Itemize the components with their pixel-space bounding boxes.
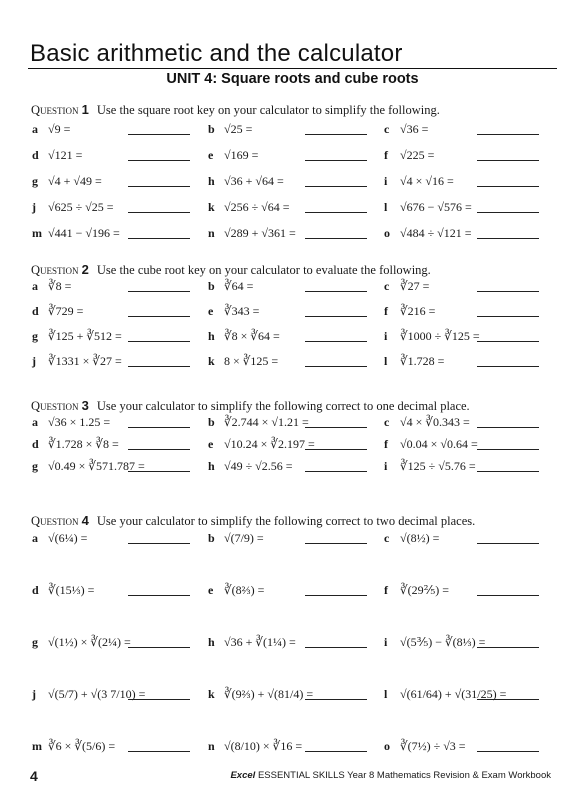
item-expression: √0.49 × ∛571.787 = [48,459,145,473]
item-expression: ∛216 = [400,304,436,318]
item-expression: √36 + ∛(1¼) = [224,635,296,649]
item-letter: f [384,304,388,318]
item-letter: a [32,531,38,545]
answer-line[interactable] [477,186,539,187]
item-letter: c [384,279,390,293]
footer-title: ESSENTIAL SKILLS Year 8 Mathematics Revision & Exam Workbook [257,770,551,781]
answer-line[interactable] [477,647,539,648]
item-expression: √289 + √361 = [224,226,296,240]
item-expression: √484 ÷ √121 = [400,226,472,240]
item-expression: √(5⅗) − ∛(8⅓) = [400,635,486,649]
question-word: Question [31,514,79,528]
item-letter: b [208,415,215,429]
item-expression: ∛27 = [400,279,430,293]
answer-line[interactable] [477,427,539,428]
answer-line[interactable] [477,238,539,239]
item-letter: h [208,635,215,649]
answer-line[interactable] [128,595,190,596]
answer-line[interactable] [128,366,190,367]
answer-line[interactable] [128,427,190,428]
item-letter: e [208,437,214,451]
item-letter: i [384,174,388,188]
item-expression: ∛2.744 × √1.21 = [224,415,309,429]
item-expression: ∛125 + ∛512 = [48,329,122,343]
item-letter: d [32,583,39,597]
answer-line[interactable] [477,212,539,213]
question-heading [31,262,431,278]
item-letter: f [384,148,388,162]
answer-line[interactable] [305,134,367,135]
answer-line[interactable] [305,316,367,317]
item-letter: c [384,122,390,136]
item-letter: j [32,687,36,701]
question-heading [31,398,470,414]
item-letter: g [32,635,38,649]
answer-line[interactable] [477,366,539,367]
item-letter: e [208,583,214,597]
item-letter: i [384,329,388,343]
item-expression: ∛1331 × ∛27 = [48,354,122,368]
question-word: Question [31,103,79,117]
title-rule [28,68,557,69]
answer-line[interactable] [305,341,367,342]
answer-line[interactable] [305,212,367,213]
item-expression: ∛6 × ∛(5/6) = [48,739,116,753]
item-expression: √25 = [224,122,253,136]
answer-line[interactable] [305,366,367,367]
item-letter: f [384,583,388,597]
question-number: 2 [81,262,89,277]
answer-line[interactable] [128,291,190,292]
answer-line[interactable] [128,647,190,648]
unit-title: UNIT 4: Square roots and cube roots [166,71,419,87]
item-letter: e [208,304,214,318]
item-expression: ∛729 = [48,304,84,318]
answer-line[interactable] [128,341,190,342]
item-letter: b [208,279,215,293]
answer-line[interactable] [477,316,539,317]
item-expression: √10.24 × ∛2.197 = [224,437,315,451]
item-letter: n [208,739,215,753]
item-expression: √49 ÷ √2.56 = [224,459,293,473]
item-letter: o [384,226,390,240]
chapter-title: Basic arithmetic and the calculator [30,40,403,67]
item-letter: g [32,174,38,188]
answer-line[interactable] [128,212,190,213]
page-number: 4 [30,768,38,784]
item-letter: h [208,329,215,343]
answer-line[interactable] [128,316,190,317]
question-number: 1 [81,102,89,117]
answer-line[interactable] [305,449,367,450]
answer-line[interactable] [477,471,539,472]
question-heading [31,513,475,529]
item-expression: √256 ÷ √64 = [224,200,290,214]
item-expression: ∛1.728 × ∛8 = [48,437,119,451]
item-letter: d [32,304,39,318]
answer-line[interactable] [305,543,367,544]
question-word: Question [31,263,79,277]
item-expression: √169 = [224,148,259,162]
item-letter: l [384,200,388,214]
question-instruction: Use the cube root key on your calculator to evaluate the following. [96,263,431,277]
item-expression: √(61/64) + √(31/25) = [400,687,507,701]
answer-line[interactable] [305,291,367,292]
question-instruction: Use your calculator to simplify the following correct to one decimal place. [96,399,470,413]
item-expression: √36 = [400,122,429,136]
answer-line[interactable] [128,471,190,472]
answer-line[interactable] [128,543,190,544]
item-expression: ∛64 = [224,279,254,293]
question-heading [31,102,440,118]
answer-line[interactable] [305,160,367,161]
item-letter: k [208,200,215,214]
answer-line[interactable] [305,186,367,187]
item-letter: k [208,354,215,368]
answer-line[interactable] [128,449,190,450]
item-expression: √9 = [48,122,71,136]
item-letter: j [32,354,36,368]
item-expression: √676 − √576 = [400,200,472,214]
item-expression: 8 × ∛125 = [224,354,279,368]
item-expression: ∛(29⅖) = [400,583,450,597]
item-expression: √(1½) × ∛(2¼) = [48,635,131,649]
item-letter: o [384,739,390,753]
answer-line[interactable] [477,291,539,292]
answer-line[interactable] [477,751,539,752]
item-letter: a [32,279,38,293]
item-letter: h [208,459,215,473]
item-letter: c [384,531,390,545]
item-expression: ∛1000 ÷ ∛125 = [400,329,480,343]
item-expression: ∛8 × ∛64 = [224,329,280,343]
item-expression: √121 = [48,148,83,162]
answer-line[interactable] [305,699,367,700]
item-expression: √0.04 × √0.64 = [400,437,478,451]
answer-line[interactable] [477,134,539,135]
item-expression: ∛1.728 = [400,354,445,368]
item-expression: √4 × √16 = [400,174,454,188]
item-expression: ∛8 = [48,279,72,293]
item-expression: √(5/7) + √(3 7/10) = [48,687,146,701]
footer-text [230,770,551,781]
item-letter: c [384,415,390,429]
item-expression: √(8/10) × ∛16 = [224,739,303,753]
item-expression: √36 + √64 = [224,174,284,188]
item-letter: f [384,437,388,451]
question-number: 4 [81,513,89,528]
item-letter: k [208,687,215,701]
answer-line[interactable] [477,595,539,596]
item-letter: g [32,459,38,473]
answer-line[interactable] [305,595,367,596]
answer-line[interactable] [128,238,190,239]
answer-line[interactable] [477,699,539,700]
item-expression: √36 × 1.25 = [48,415,111,429]
answer-line[interactable] [305,751,367,752]
item-expression: √4 × ∛0.343 = [400,415,470,429]
question-instruction: Use the square root key on your calculator to simplify the following. [96,103,440,117]
question-number: 3 [81,398,89,413]
answer-line[interactable] [128,134,190,135]
item-expression: √625 ÷ √25 = [48,200,114,214]
item-letter: a [32,415,38,429]
item-expression: ∛(7½) ÷ √3 = [400,739,466,753]
answer-line[interactable] [305,427,367,428]
item-expression: ∛(9⅔) + √(81/4) = [224,687,314,701]
item-letter: i [384,635,388,649]
item-letter: i [384,459,388,473]
answer-line[interactable] [477,449,539,450]
answer-line[interactable] [477,543,539,544]
item-letter: e [208,148,214,162]
item-letter: h [208,174,215,188]
item-letter: b [208,122,215,136]
item-letter: m [32,226,42,240]
footer-brand: Excel [230,770,256,781]
item-letter: m [32,739,42,753]
item-expression: √(6¼) = [48,531,88,545]
item-letter: g [32,329,38,343]
item-letter: l [384,687,388,701]
question-instruction: Use your calculator to simplify the following correct to two decimal places. [96,514,476,528]
answer-line[interactable] [477,160,539,161]
item-letter: d [32,148,39,162]
item-letter: b [208,531,215,545]
answer-line[interactable] [305,647,367,648]
item-expression: ∛(15⅓) = [48,583,95,597]
item-letter: l [384,354,388,368]
item-expression: ∛(8⅔) = [224,583,265,597]
item-expression: √441 − √196 = [48,226,120,240]
item-expression: √225 = [400,148,435,162]
item-expression: ∛343 = [224,304,260,318]
item-expression: √4 + √49 = [48,174,102,188]
answer-line[interactable] [128,186,190,187]
answer-line[interactable] [128,751,190,752]
answer-line[interactable] [128,699,190,700]
question-word: Question [31,399,79,413]
answer-line[interactable] [477,341,539,342]
item-letter: j [32,200,36,214]
item-expression: √(8½) = [400,531,440,545]
item-letter: a [32,122,38,136]
item-letter: d [32,437,39,451]
answer-line[interactable] [305,471,367,472]
item-letter: n [208,226,215,240]
item-expression: ∛125 ÷ √5.76 = [400,459,476,473]
answer-line[interactable] [128,160,190,161]
answer-line[interactable] [305,238,367,239]
item-expression: √(7/9) = [224,531,264,545]
